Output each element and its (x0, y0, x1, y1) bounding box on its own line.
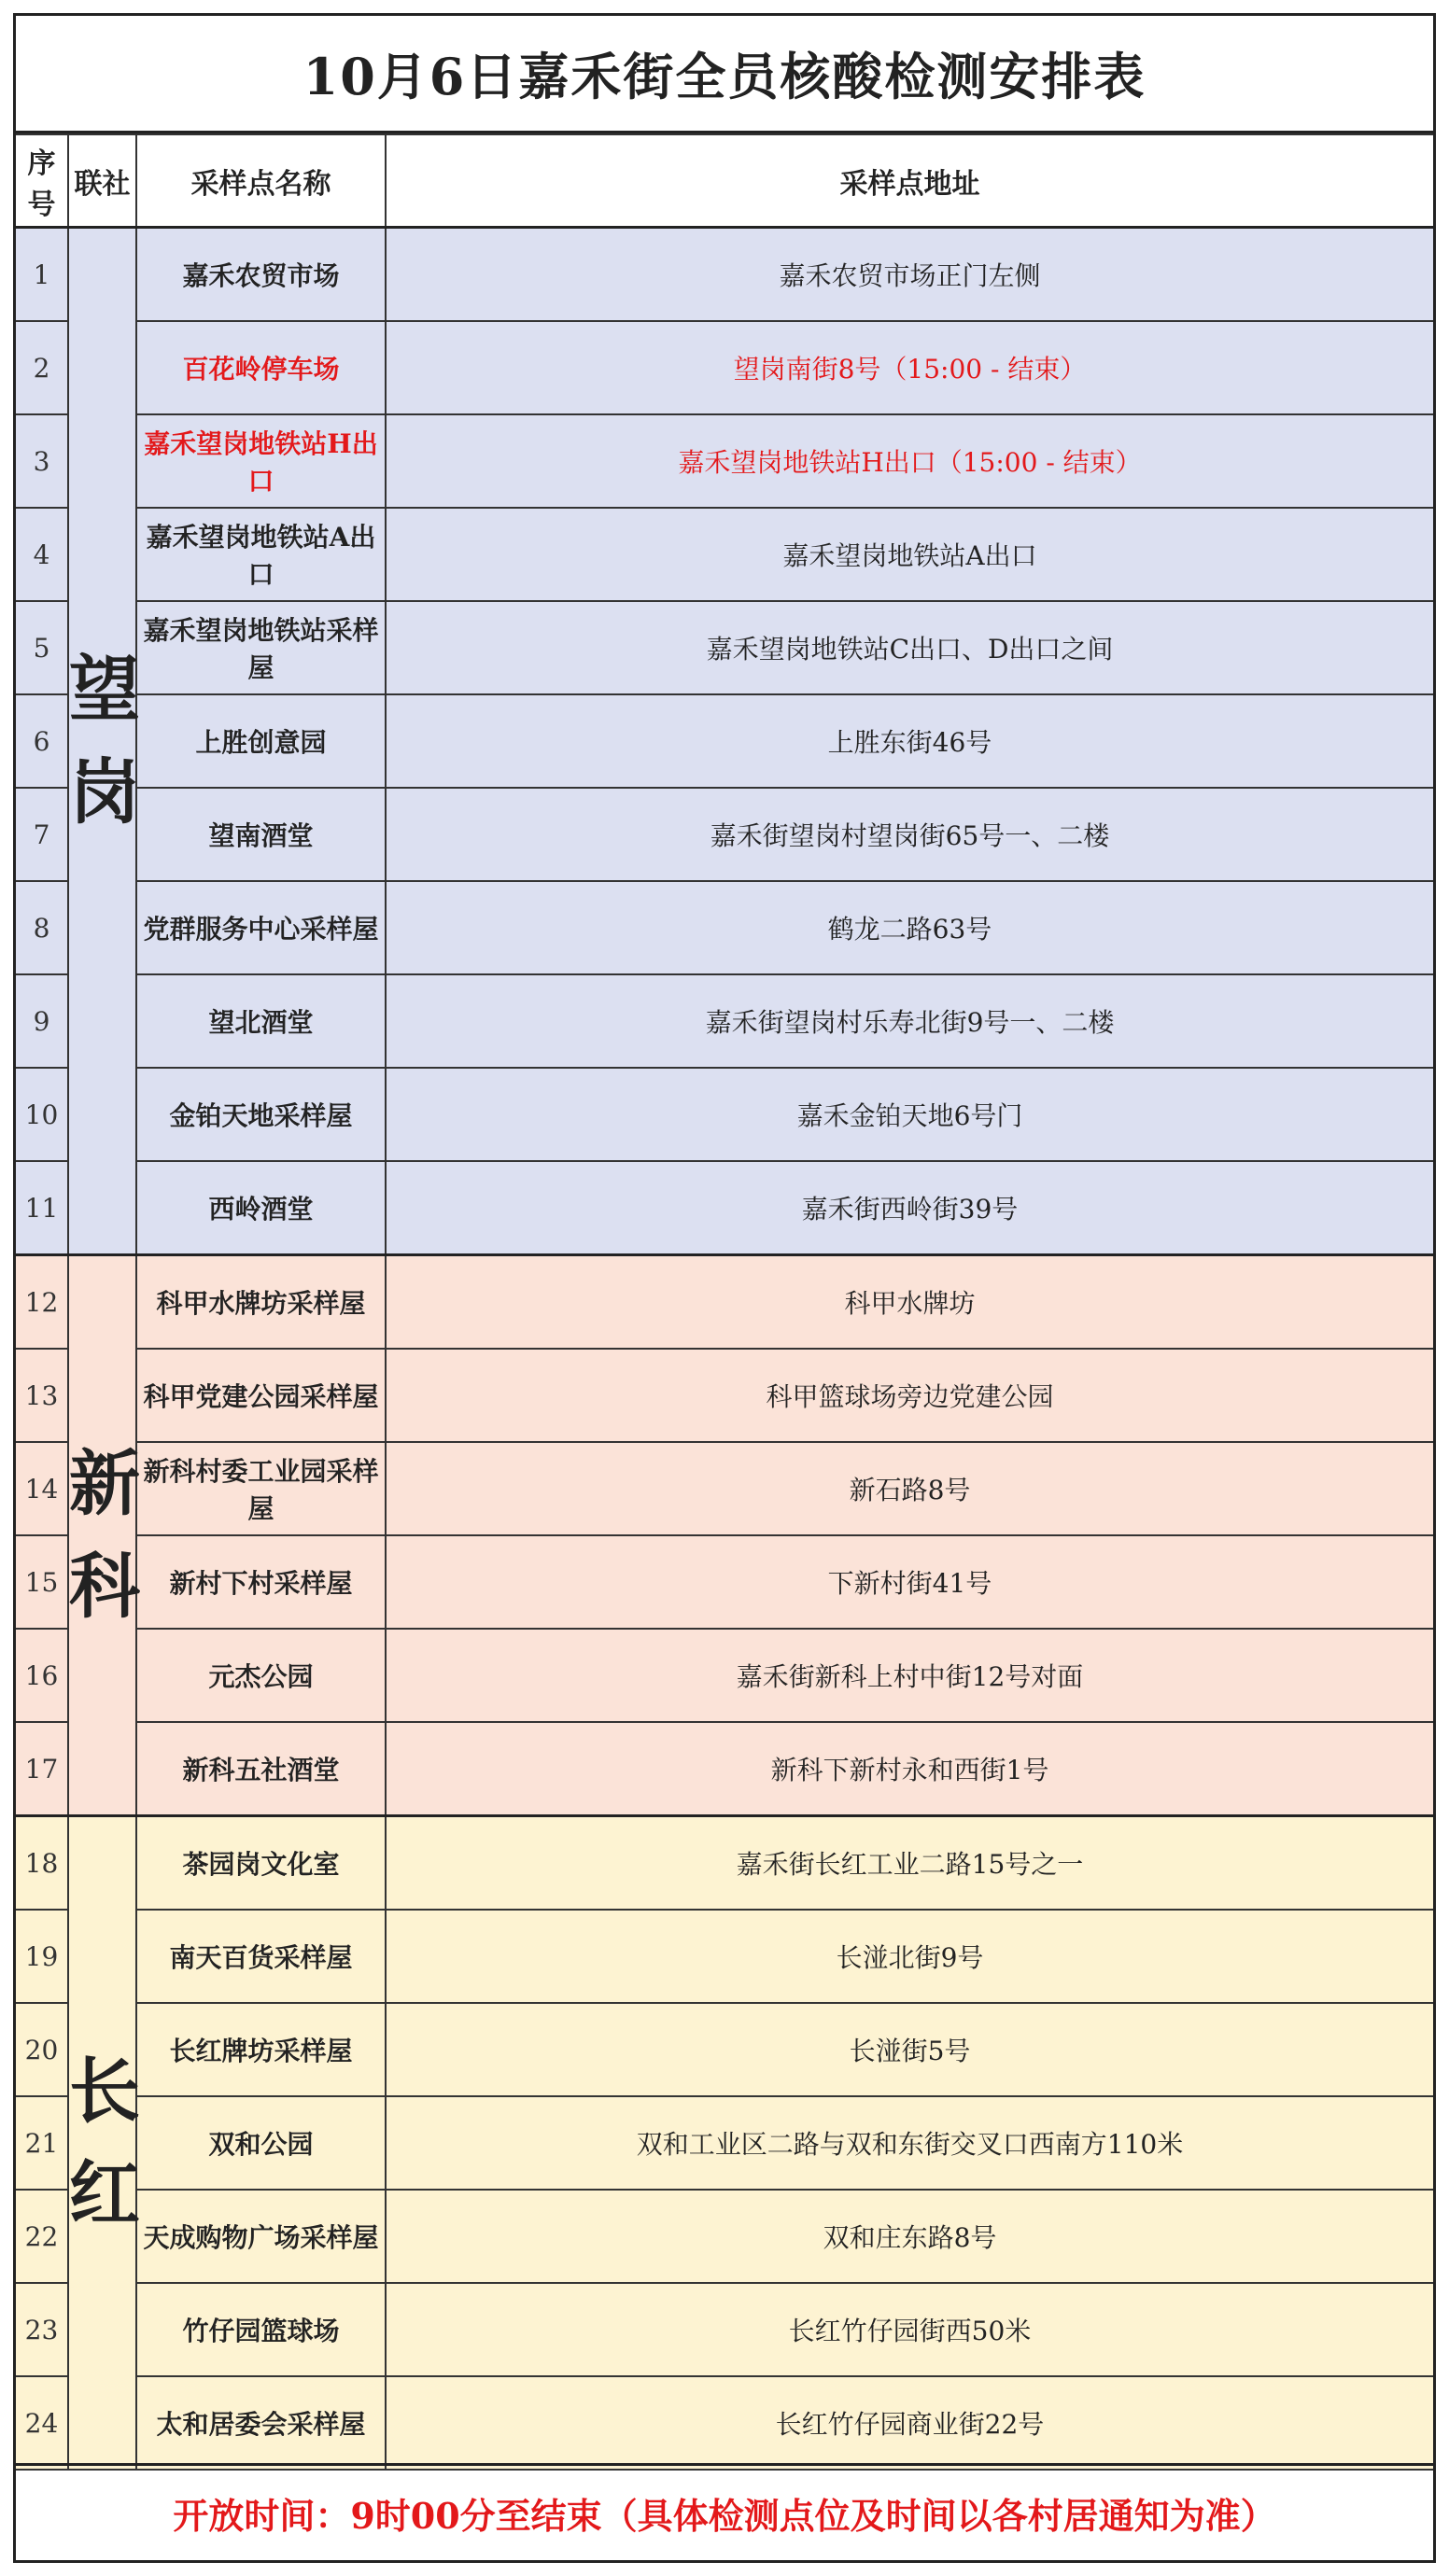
site-address: 鹤龙二路63号 (386, 881, 1433, 974)
row-seq: 6 (16, 694, 68, 788)
union-label: 望 岗 (69, 647, 140, 833)
header-address: 采样点地址 (386, 134, 1433, 228)
row-seq: 4 (16, 508, 68, 601)
site-name: 金铂天地采样屋 (136, 1068, 386, 1161)
site-name: 嘉禾望岗地铁站采样屋 (136, 601, 386, 694)
table-row (16, 1349, 1433, 1442)
table-row (16, 321, 1433, 414)
table-row (16, 414, 1433, 508)
table-row (16, 1722, 1433, 1816)
row-seq: 21 (16, 2096, 68, 2190)
table-row (16, 2003, 1433, 2096)
site-address: 嘉禾街新科上村中街12号对面 (386, 1629, 1433, 1722)
site-name: 元杰公园 (136, 1629, 386, 1722)
site-name: 嘉禾望岗地铁站A出口 (136, 508, 386, 601)
table-row (16, 881, 1433, 974)
table-row (16, 1629, 1433, 1722)
row-seq: 19 (16, 1910, 68, 2003)
schedule-sheet (13, 13, 1436, 2563)
header-name: 采样点名称 (136, 134, 386, 228)
site-address: 嘉禾农贸市场正门左侧 (386, 228, 1433, 322)
site-address: 上胜东街46号 (386, 694, 1433, 788)
row-seq: 17 (16, 1722, 68, 1816)
row-seq: 1 (16, 228, 68, 322)
site-name: 望南酒堂 (136, 788, 386, 881)
union-label: 长 红 (69, 2049, 140, 2235)
table-row (16, 788, 1433, 881)
table-row (16, 2283, 1433, 2376)
site-address: 新石路8号 (386, 1442, 1433, 1535)
site-name: 新村下村采样屋 (136, 1535, 386, 1629)
site-name: 望北酒堂 (136, 974, 386, 1068)
table-row (16, 1442, 1433, 1535)
row-seq: 2 (16, 321, 68, 414)
site-name: 竹仔园篮球场 (136, 2283, 386, 2376)
site-name: 新科五社酒堂 (136, 1722, 386, 1816)
site-address: 双和工业区二路与双和东街交叉口西南方110米 (386, 2096, 1433, 2190)
site-address: 嘉禾街望岗村望岗街65号一、二楼 (386, 788, 1433, 881)
page-title: 10月6日嘉禾街全员核酸检测安排表 (16, 16, 1433, 133)
row-seq: 15 (16, 1535, 68, 1629)
site-name: 党群服务中心采样屋 (136, 881, 386, 974)
site-name: 科甲党建公园采样屋 (136, 1349, 386, 1442)
site-address: 嘉禾金铂天地6号门 (386, 1068, 1433, 1161)
table-row (16, 694, 1433, 788)
site-name: 新科村委工业园采样屋 (136, 1442, 386, 1535)
site-name: 南天百货采样屋 (136, 1910, 386, 2003)
site-address: 双和庄东路8号 (386, 2190, 1433, 2283)
row-seq: 11 (16, 1161, 68, 1255)
table-row (16, 508, 1433, 601)
site-address: 长红竹仔园街西50米 (386, 2283, 1433, 2376)
site-address: 长湴北街9号 (386, 1910, 1433, 2003)
row-seq: 18 (16, 1816, 68, 1911)
site-name: 百花岭停车场 (136, 321, 386, 414)
row-seq: 13 (16, 1349, 68, 1442)
site-name: 科甲水牌坊采样屋 (136, 1255, 386, 1350)
site-address: 科甲水牌坊 (386, 1255, 1433, 1350)
site-address: 嘉禾望岗地铁站C出口、D出口之间 (386, 601, 1433, 694)
site-name: 上胜创意园 (136, 694, 386, 788)
site-address: 嘉禾街望岗村乐寿北街9号一、二楼 (386, 974, 1433, 1068)
site-name: 双和公园 (136, 2096, 386, 2190)
site-name: 茶园岗文化室 (136, 1816, 386, 1911)
row-seq: 10 (16, 1068, 68, 1161)
site-address: 长红竹仔园商业街22号 (386, 2376, 1433, 2470)
table-row (16, 601, 1433, 694)
opening-hours-note: 开放时间：9时00分至结束（具体检测点位及时间以各村居通知为准） (16, 2463, 1433, 2560)
site-address: 望岗南街8号（15:00 - 结束） (386, 321, 1433, 414)
site-name: 长红牌坊采样屋 (136, 2003, 386, 2096)
table-row (16, 1535, 1433, 1629)
site-address: 嘉禾望岗地铁站H出口（15:00 - 结束） (386, 414, 1433, 508)
schedule-table (16, 133, 1433, 2471)
table-row (16, 1161, 1433, 1255)
table-row (16, 2190, 1433, 2283)
site-name: 嘉禾望岗地铁站H出口 (136, 414, 386, 508)
row-seq: 20 (16, 2003, 68, 2096)
row-seq: 3 (16, 414, 68, 508)
table-row (16, 1068, 1433, 1161)
site-address: 科甲篮球场旁边党建公园 (386, 1349, 1433, 1442)
union-cell-xinke (68, 1255, 140, 1816)
row-seq: 5 (16, 601, 68, 694)
site-address: 嘉禾街西岭街39号 (386, 1161, 1433, 1255)
header-row (16, 134, 1433, 228)
union-label: 新 科 (69, 1441, 140, 1628)
row-seq: 16 (16, 1629, 68, 1722)
row-seq: 22 (16, 2190, 68, 2283)
table-row (16, 228, 1433, 322)
row-seq: 12 (16, 1255, 68, 1350)
site-name: 天成购物广场采样屋 (136, 2190, 386, 2283)
table-row (16, 1255, 1433, 1350)
row-seq: 23 (16, 2283, 68, 2376)
table-row (16, 1910, 1433, 2003)
site-address: 嘉禾望岗地铁站A出口 (386, 508, 1433, 601)
table-row (16, 2376, 1433, 2470)
table-row (16, 974, 1433, 1068)
header-union: 联社 (68, 134, 136, 228)
row-seq: 24 (16, 2376, 68, 2470)
union-cell-wanggang (68, 228, 140, 1255)
site-name: 西岭酒堂 (136, 1161, 386, 1255)
row-seq: 9 (16, 974, 68, 1068)
union-cell-changhong (68, 1816, 140, 2471)
row-seq: 14 (16, 1442, 68, 1535)
table-row (16, 1816, 1433, 1911)
site-address: 嘉禾街长红工业二路15号之一 (386, 1816, 1433, 1911)
site-address: 新科下新村永和西街1号 (386, 1722, 1433, 1816)
site-name: 太和居委会采样屋 (136, 2376, 386, 2470)
row-seq: 8 (16, 881, 68, 974)
site-address: 下新村街41号 (386, 1535, 1433, 1629)
row-seq: 7 (16, 788, 68, 881)
table-row (16, 2096, 1433, 2190)
site-name: 嘉禾农贸市场 (136, 228, 386, 322)
site-address: 长湴街5号 (386, 2003, 1433, 2096)
header-seq: 序号 (16, 134, 68, 228)
